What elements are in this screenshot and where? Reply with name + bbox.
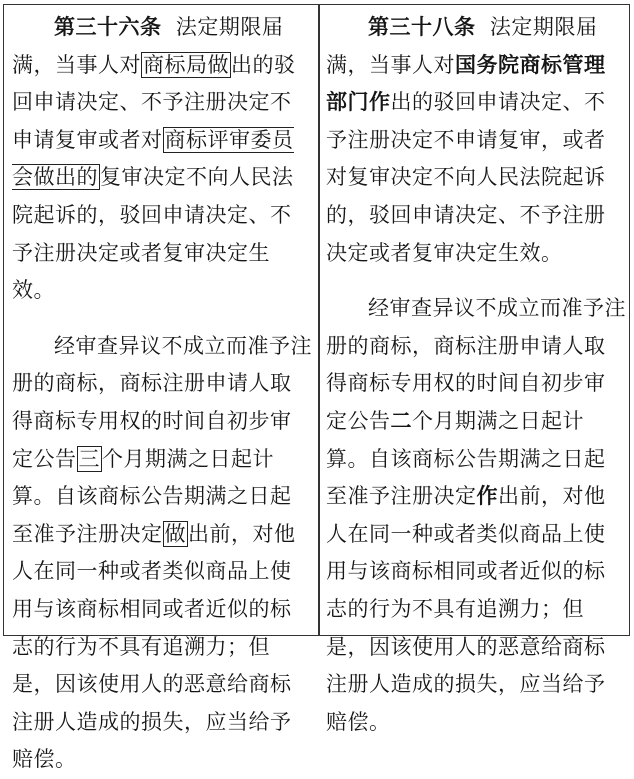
boxed-deleted-text: 三 — [78, 446, 100, 471]
text-segment: 出的驳回申请决定、不予注册决定不申请复审，或者对复审决定不向人民法院起诉的，驳回申请决定、不予注册决定或者复审决定生效。 — [326, 90, 606, 265]
left-paragraph-1 — [12, 9, 312, 310]
left-paragraph-2 — [12, 328, 312, 779]
text-segment: 出的驳回申请决定、不予注册决定不申请复审或者对 — [12, 52, 296, 152]
bold-amended-text: 二 — [390, 408, 412, 433]
left-article-number: 第三十六条 — [54, 15, 162, 39]
text-segment: 个月期满之日起计算。自该商标公告期满之日起至准予注册决定 — [12, 446, 292, 546]
right-column-new-law — [326, 9, 626, 741]
right-p1-text — [326, 15, 606, 265]
right-p2-text — [326, 296, 626, 734]
column-divider — [318, 5, 320, 635]
text-segment: 复审决定不向人民法院起诉的，驳回申请决定、不予注册决定或者复审决定生效。 — [12, 165, 294, 303]
boxed-deleted-text: 商标局做 — [143, 52, 229, 77]
text-segment: 个月期满之日起计算。自该商标公告期满之日起至准予注册决定 — [326, 408, 606, 509]
right-article-number: 第三十八条 — [368, 15, 476, 39]
text-segment: 出前，对他人在同一种或者类似商品上使用与该商标相同或者近似的标志的行为不具有追溯力；但是，因该使用人的恶意给商标注册人造成的损失，应当给予赔偿。 — [326, 484, 606, 734]
text-segment: 法定期限届满，当事人对 — [326, 15, 598, 77]
left-p2-text — [12, 334, 312, 772]
boxed-deleted-text: 商标评审委员会做出的 — [12, 127, 294, 190]
right-paragraph-1 — [326, 9, 626, 272]
boxed-deleted-text: 做 — [164, 521, 186, 546]
left-p1-text — [12, 15, 296, 302]
text-segment: 法定期限届满，当事人对 — [12, 15, 284, 77]
bold-amended-text: 国务院商标管理部门作 — [326, 52, 606, 115]
right-paragraph-2 — [326, 290, 626, 741]
text-segment: 出前，对他人在同一种或者类似商品上使用与该商标相同或者近似的标志的行为不具有追溯力；但是，因该使用人的恶意给商标注册人造成的损失，应当给予赔偿。 — [12, 521, 296, 772]
text-segment: 经审查异议不成立而准予注册的商标，商标注册申请人取得商标专用权的时间自初步审定公告 — [326, 296, 626, 433]
text-segment: 经审查异议不成立而准予注册的商标，商标注册申请人取得商标专用权的时间自初步审定公告 — [12, 333, 312, 471]
left-column-old-law — [12, 9, 312, 779]
comparison-table — [3, 4, 630, 772]
bold-amended-text: 作 — [476, 484, 498, 509]
